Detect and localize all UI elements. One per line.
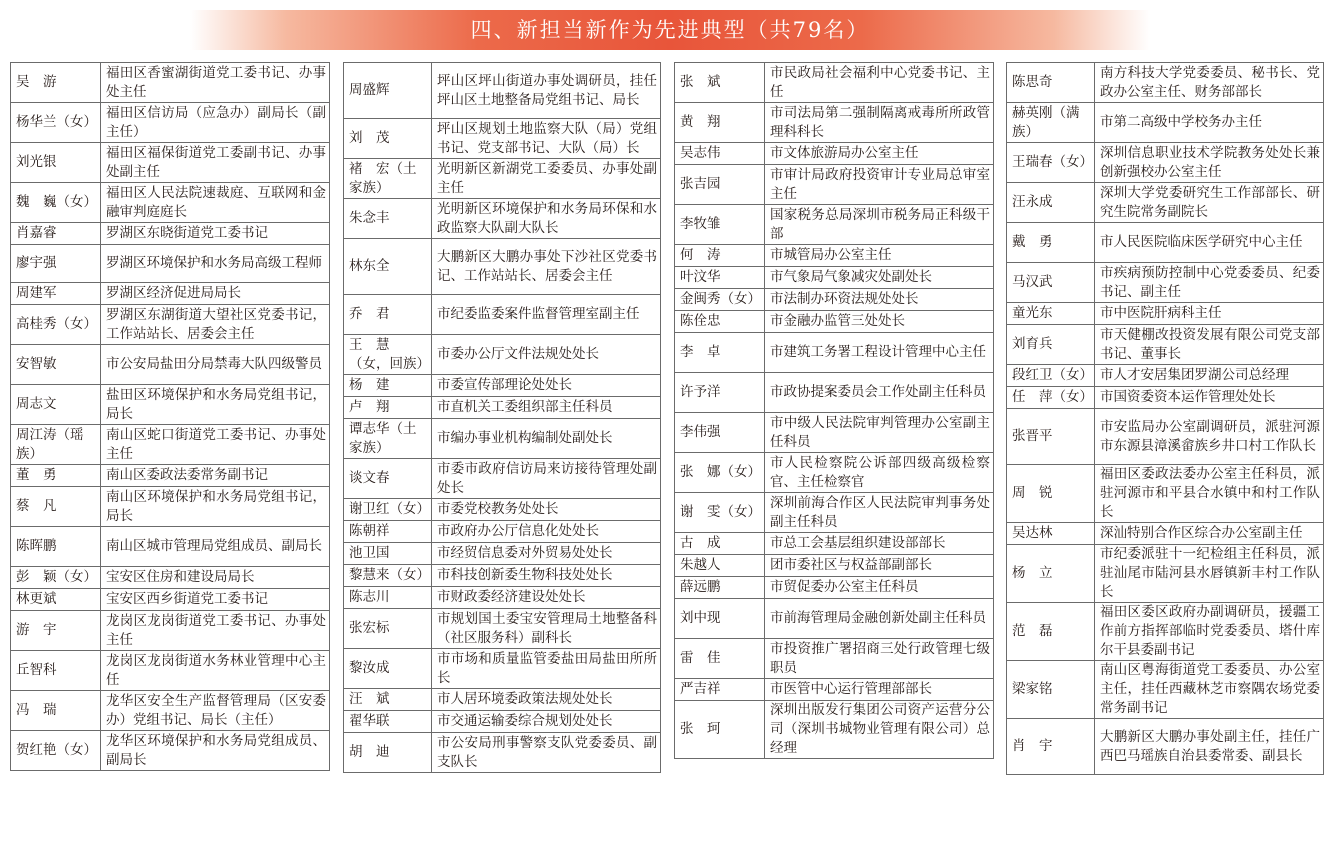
person-position: 市医管中心运行管理部部长 [765, 679, 994, 701]
table-row [344, 159, 661, 199]
person-name: 王 慧（女，回族） [344, 335, 432, 375]
person-name: 吴达林 [1007, 523, 1095, 545]
table-row [11, 385, 330, 425]
person-position: 福田区委区政府办副调研员，援疆工作前方指挥部临时党委委员、塔什库尔干县委副书记 [1095, 603, 1324, 661]
person-position: 市贸促委办公室主任科员 [765, 577, 994, 599]
person-name: 陈晖鹏 [11, 527, 101, 567]
person-name: 董 勇 [11, 465, 101, 487]
person-position: 南山区委政法委常务副书记 [101, 465, 330, 487]
person-name: 杨 立 [1007, 545, 1095, 603]
table-row [1007, 63, 1324, 103]
person-position: 市纪委派驻十一纪检组主任科员，派驻汕尾市陆河县水唇镇新丰村工作队长 [1095, 545, 1324, 603]
person-name: 张晋平 [1007, 409, 1095, 465]
person-name: 林更斌 [11, 589, 101, 611]
person-position: 市投资推广署招商三处行政管理七级职员 [765, 639, 994, 679]
table-row [11, 465, 330, 487]
person-name: 张 斌 [675, 63, 765, 103]
person-name: 叶汶华 [675, 267, 765, 289]
person-position: 市经贸信息委对外贸易处处长 [432, 543, 661, 565]
person-position: 南山区粤海街道党工委委员、办公室主任，挂任西藏林芝市察隅农场党委常务副书记 [1095, 661, 1324, 719]
person-name: 丘智科 [11, 651, 101, 691]
person-position: 市财政委经济建设处处长 [432, 587, 661, 609]
person-position: 大鹏新区大鹏办事处副主任，挂任广西巴马瑶族自治县委常委、副县长 [1095, 719, 1324, 775]
person-name: 吴 游 [11, 63, 101, 103]
table-row [1007, 325, 1324, 365]
table-row [675, 373, 994, 413]
section-banner [190, 10, 1150, 50]
table-row [675, 205, 994, 245]
person-position: 国家税务总局深圳市税务局正科级干部 [765, 205, 994, 245]
table-row [344, 199, 661, 239]
person-position: 南方科技大学党委委员、秘书长、党政办公室主任、财务部部长 [1095, 63, 1324, 103]
person-position: 深圳信息职业技术学院教务处处长兼创新强校办公室主任 [1095, 143, 1324, 183]
person-name: 肖嘉睿 [11, 223, 101, 245]
person-name: 贺红艳（女） [11, 731, 101, 771]
person-position: 罗湖区东湖街道大望社区党委书记，工作站站长、居委会主任 [101, 305, 330, 345]
table-row [1007, 545, 1324, 603]
person-name: 段红卫（女） [1007, 365, 1095, 387]
person-position: 龙岗区龙岗街道水务林业管理中心主任 [101, 651, 330, 691]
person-name: 魏 巍（女） [11, 183, 101, 223]
person-position: 福田区人民法院速裁庭、互联网和金融审判庭庭长 [101, 183, 330, 223]
table-row [675, 493, 994, 533]
table-row [1007, 719, 1324, 775]
person-name: 朱越人 [675, 555, 765, 577]
table-row [1007, 603, 1324, 661]
table-row [11, 611, 330, 651]
person-position: 市第二高级中学校务办主任 [1095, 103, 1324, 143]
person-position: 团市委社区与权益部副部长 [765, 555, 994, 577]
person-position: 市安监局办公室副调研员，派驻河源市东源县漳溪畲族乡井口村工作队长 [1095, 409, 1324, 465]
person-name: 周 锐 [1007, 465, 1095, 523]
table-row [675, 533, 994, 555]
person-position: 深圳前海合作区人民法院审判事务处副主任科员 [765, 493, 994, 533]
table-row [675, 333, 994, 373]
table-row [675, 165, 994, 205]
person-position: 市政府办公厅信息化处处长 [432, 521, 661, 543]
person-name: 李牧雏 [675, 205, 765, 245]
table-row [11, 183, 330, 223]
table-row [344, 459, 661, 499]
table-row [344, 521, 661, 543]
person-name: 彭 颖（女） [11, 567, 101, 589]
person-name: 何 涛 [675, 245, 765, 267]
person-position: 市政协提案委员会工作处副主任科员 [765, 373, 994, 413]
table-row [344, 335, 661, 375]
person-name: 杨 建 [344, 375, 432, 397]
list-column-3 [674, 62, 994, 759]
person-name: 陈思奇 [1007, 63, 1095, 103]
person-position: 福田区香蜜湖街道党工委书记、办事处主任 [101, 63, 330, 103]
table-row [675, 311, 994, 333]
table-row [344, 543, 661, 565]
person-name: 谢 雯（女） [675, 493, 765, 533]
person-name: 高桂秀（女） [11, 305, 101, 345]
person-name: 朱念丰 [344, 199, 432, 239]
person-name: 冯 瑞 [11, 691, 101, 731]
table-row [11, 691, 330, 731]
table-row [675, 245, 994, 267]
table-row [11, 567, 330, 589]
person-position: 市疾病预防控制中心党委委员、纪委书记、副主任 [1095, 263, 1324, 303]
person-position: 罗湖区东晓街道党工委书记 [101, 223, 330, 245]
person-position: 南山区环境保护和水务局党组书记，局长 [101, 487, 330, 527]
list-column-4 [1006, 62, 1324, 775]
person-position: 市法制办环资法规处处长 [765, 289, 994, 311]
person-position: 罗湖区经济促进局局长 [101, 283, 330, 305]
person-position: 市人民检察院公诉部四级高级检察官、主任检察官 [765, 453, 994, 493]
person-position: 市气象局气象减灾处副处长 [765, 267, 994, 289]
person-name: 周盛辉 [344, 63, 432, 119]
person-position: 市文体旅游局办公室主任 [765, 143, 994, 165]
table-row [1007, 409, 1324, 465]
person-position: 市科技创新委生物科技处处长 [432, 565, 661, 587]
person-name: 金闽秀（女） [675, 289, 765, 311]
person-position: 市编办事业机构编制处副处长 [432, 419, 661, 459]
table-row [11, 425, 330, 465]
person-name: 许予洋 [675, 373, 765, 413]
list-column-2 [343, 62, 661, 773]
person-position: 福田区信访局（应急办）副局长（副主任） [101, 103, 330, 143]
person-position: 龙华区环境保护和水务局党组成员、副局长 [101, 731, 330, 771]
person-position: 市人才安居集团罗湖公司总经理 [1095, 365, 1324, 387]
person-position: 南山区城市管理局党组成员、副局长 [101, 527, 330, 567]
person-name: 周志文 [11, 385, 101, 425]
section-title: 四、新担当新作为先进典型（共79名） [470, 18, 870, 42]
person-position: 市公安局盐田分局禁毒大队四级警员 [101, 345, 330, 385]
person-name: 安智敏 [11, 345, 101, 385]
person-name: 戴 勇 [1007, 223, 1095, 263]
person-position: 大鹏新区大鹏办事处下沙社区党委书记、工作站站长、居委会主任 [432, 239, 661, 295]
person-position: 福田区福保街道党工委副书记、办事处副主任 [101, 143, 330, 183]
person-name: 胡 迪 [344, 733, 432, 773]
person-name: 张 珂 [675, 701, 765, 759]
table-row [1007, 103, 1324, 143]
person-name: 蔡 凡 [11, 487, 101, 527]
person-name: 任 萍（女） [1007, 387, 1095, 409]
person-name: 吴志伟 [675, 143, 765, 165]
person-position: 市市场和质量监管委盐田局盐田所所长 [432, 649, 661, 689]
person-name: 刘 茂 [344, 119, 432, 159]
person-name: 翟华联 [344, 711, 432, 733]
person-name: 范 磊 [1007, 603, 1095, 661]
person-position: 市总工会基层组织建设部部长 [765, 533, 994, 555]
person-name: 李 卓 [675, 333, 765, 373]
person-name: 雷 佳 [675, 639, 765, 679]
person-name: 梁家铭 [1007, 661, 1095, 719]
table-row [344, 565, 661, 587]
person-position: 市规划国土委宝安管理局土地整备科（社区服务科）副科长 [432, 609, 661, 649]
table-row [675, 267, 994, 289]
table-row [344, 375, 661, 397]
person-name: 游 宇 [11, 611, 101, 651]
table-row [675, 639, 994, 679]
person-name: 古 成 [675, 533, 765, 555]
table-row [344, 295, 661, 335]
list-column-1 [10, 62, 330, 771]
person-name: 肖 宇 [1007, 719, 1095, 775]
person-position: 市人居环境委政策法规处处长 [432, 689, 661, 711]
person-position: 市天健棚改投资发展有限公司党支部书记、董事长 [1095, 325, 1324, 365]
person-position: 市前海管理局金融创新处副主任科员 [765, 599, 994, 639]
person-name: 周江涛（瑶族） [11, 425, 101, 465]
person-name: 卢 翔 [344, 397, 432, 419]
table-row [344, 587, 661, 609]
table-row [344, 733, 661, 773]
person-position: 深圳出版发行集团公司资产运营分公司（深圳书城物业管理有限公司）总经理 [765, 701, 994, 759]
table-row [675, 143, 994, 165]
table-row [675, 701, 994, 759]
person-name: 黄 翔 [675, 103, 765, 143]
person-name: 谭志华（土家族） [344, 419, 432, 459]
table-row [675, 599, 994, 639]
table-row [1007, 223, 1324, 263]
person-position: 深圳大学党委研究生工作部部长、研究生院常务副院长 [1095, 183, 1324, 223]
person-name: 黎汝成 [344, 649, 432, 689]
table-row [11, 589, 330, 611]
person-name: 张宏标 [344, 609, 432, 649]
person-position: 宝安区住房和建设局局长 [101, 567, 330, 589]
table-row [1007, 143, 1324, 183]
person-name: 林东全 [344, 239, 432, 295]
person-name: 周建军 [11, 283, 101, 305]
person-position: 市城管局办公室主任 [765, 245, 994, 267]
table-row [11, 731, 330, 771]
person-position: 市委党校教务处处长 [432, 499, 661, 521]
person-name: 褚 宏（土家族） [344, 159, 432, 199]
person-position: 深汕特别合作区综合办公室副主任 [1095, 523, 1324, 545]
person-position: 市交通运输委综合规划处处长 [432, 711, 661, 733]
table-row [675, 413, 994, 453]
person-position: 坪山区规划土地监察大队（局）党组书记、党支部书记、大队（局）长 [432, 119, 661, 159]
table-row [11, 283, 330, 305]
table-row [1007, 365, 1324, 387]
person-name: 黎慧来（女） [344, 565, 432, 587]
table-row [675, 289, 994, 311]
person-position: 市公安局刑事警察支队党委委员、副支队长 [432, 733, 661, 773]
person-position: 盐田区环境保护和水务局党组书记，局长 [101, 385, 330, 425]
person-name: 李伟强 [675, 413, 765, 453]
table-row [1007, 661, 1324, 719]
person-name: 刘中现 [675, 599, 765, 639]
person-name: 汪永成 [1007, 183, 1095, 223]
person-position: 市金融办监管三处处长 [765, 311, 994, 333]
person-name: 童光东 [1007, 303, 1095, 325]
person-name: 汪 斌 [344, 689, 432, 711]
person-position: 市委市政府信访局来访接待管理处副处长 [432, 459, 661, 499]
person-position: 光明新区环境保护和水务局环保和水政监察大队副大队长 [432, 199, 661, 239]
table-row [11, 223, 330, 245]
table-row [344, 689, 661, 711]
table-row [344, 499, 661, 521]
person-position: 市委办公厅文件法规处处长 [432, 335, 661, 375]
table-row [675, 63, 994, 103]
table-row [11, 305, 330, 345]
person-name: 陈志川 [344, 587, 432, 609]
table-row [675, 679, 994, 701]
table-row [1007, 263, 1324, 303]
table-row [1007, 387, 1324, 409]
person-position: 市建筑工务署工程设计管理中心主任 [765, 333, 994, 373]
person-position: 市民政局社会福利中心党委书记、主任 [765, 63, 994, 103]
person-position: 市人民医院临床医学研究中心主任 [1095, 223, 1324, 263]
table-row [1007, 183, 1324, 223]
table-row [11, 245, 330, 283]
table-row [675, 103, 994, 143]
person-name: 张吉园 [675, 165, 765, 205]
person-name: 赫英刚（满族） [1007, 103, 1095, 143]
table-row [344, 419, 661, 459]
person-position: 市中级人民法院审判管理办公室副主任科员 [765, 413, 994, 453]
person-name: 陈佺忠 [675, 311, 765, 333]
person-name: 薛远鹏 [675, 577, 765, 599]
person-position: 市审计局政府投资审计专业局总审室主任 [765, 165, 994, 205]
table-row [344, 239, 661, 295]
table-row [344, 397, 661, 419]
person-name: 刘光银 [11, 143, 101, 183]
person-name: 乔 君 [344, 295, 432, 335]
person-position: 市纪委监委案件监督管理室副主任 [432, 295, 661, 335]
person-position: 龙华区安全生产监督管理局（区安委办）党组书记、局长（主任） [101, 691, 330, 731]
table-row [1007, 465, 1324, 523]
table-row [11, 143, 330, 183]
person-position: 南山区蛇口街道党工委书记、办事处主任 [101, 425, 330, 465]
person-name: 杨华兰（女） [11, 103, 101, 143]
person-position: 市直机关工委组织部主任科员 [432, 397, 661, 419]
table-row [1007, 303, 1324, 325]
table-row [344, 711, 661, 733]
person-position: 宝安区西乡街道党工委书记 [101, 589, 330, 611]
table-row [675, 577, 994, 599]
table-row [11, 651, 330, 691]
table-row [11, 103, 330, 143]
person-name: 马汉武 [1007, 263, 1095, 303]
table-row [344, 63, 661, 119]
person-name: 严吉祥 [675, 679, 765, 701]
person-position: 罗湖区环境保护和水务局高级工程师 [101, 245, 330, 283]
person-name: 廖宇强 [11, 245, 101, 283]
person-position: 龙岗区龙岗街道党工委书记、办事处主任 [101, 611, 330, 651]
table-row [344, 609, 661, 649]
table-row [1007, 523, 1324, 545]
person-name: 谢卫红（女） [344, 499, 432, 521]
person-name: 刘育兵 [1007, 325, 1095, 365]
person-position: 市中医院肝病科主任 [1095, 303, 1324, 325]
table-row [11, 487, 330, 527]
table-row [675, 555, 994, 577]
table-row [11, 63, 330, 103]
person-name: 谈文春 [344, 459, 432, 499]
person-position: 市委宣传部理论处处长 [432, 375, 661, 397]
table-row [675, 453, 994, 493]
person-position: 福田区委政法委办公室主任科员，派驻河源市和平县合水镇中和村工作队长 [1095, 465, 1324, 523]
person-position: 市国资委资本运作管理处处长 [1095, 387, 1324, 409]
table-row [344, 119, 661, 159]
table-row [344, 649, 661, 689]
person-name: 陈朝祥 [344, 521, 432, 543]
person-position: 市司法局第二强制隔离戒毒所所政管理科科长 [765, 103, 994, 143]
table-row [11, 345, 330, 385]
person-name: 池卫国 [344, 543, 432, 565]
person-position: 光明新区新湖党工委委员、办事处副主任 [432, 159, 661, 199]
person-name: 张 娜（女） [675, 453, 765, 493]
person-position: 坪山区坪山街道办事处调研员，挂任坪山区土地整备局党组书记、局长 [432, 63, 661, 119]
table-row [11, 527, 330, 567]
person-name: 王瑞春（女） [1007, 143, 1095, 183]
